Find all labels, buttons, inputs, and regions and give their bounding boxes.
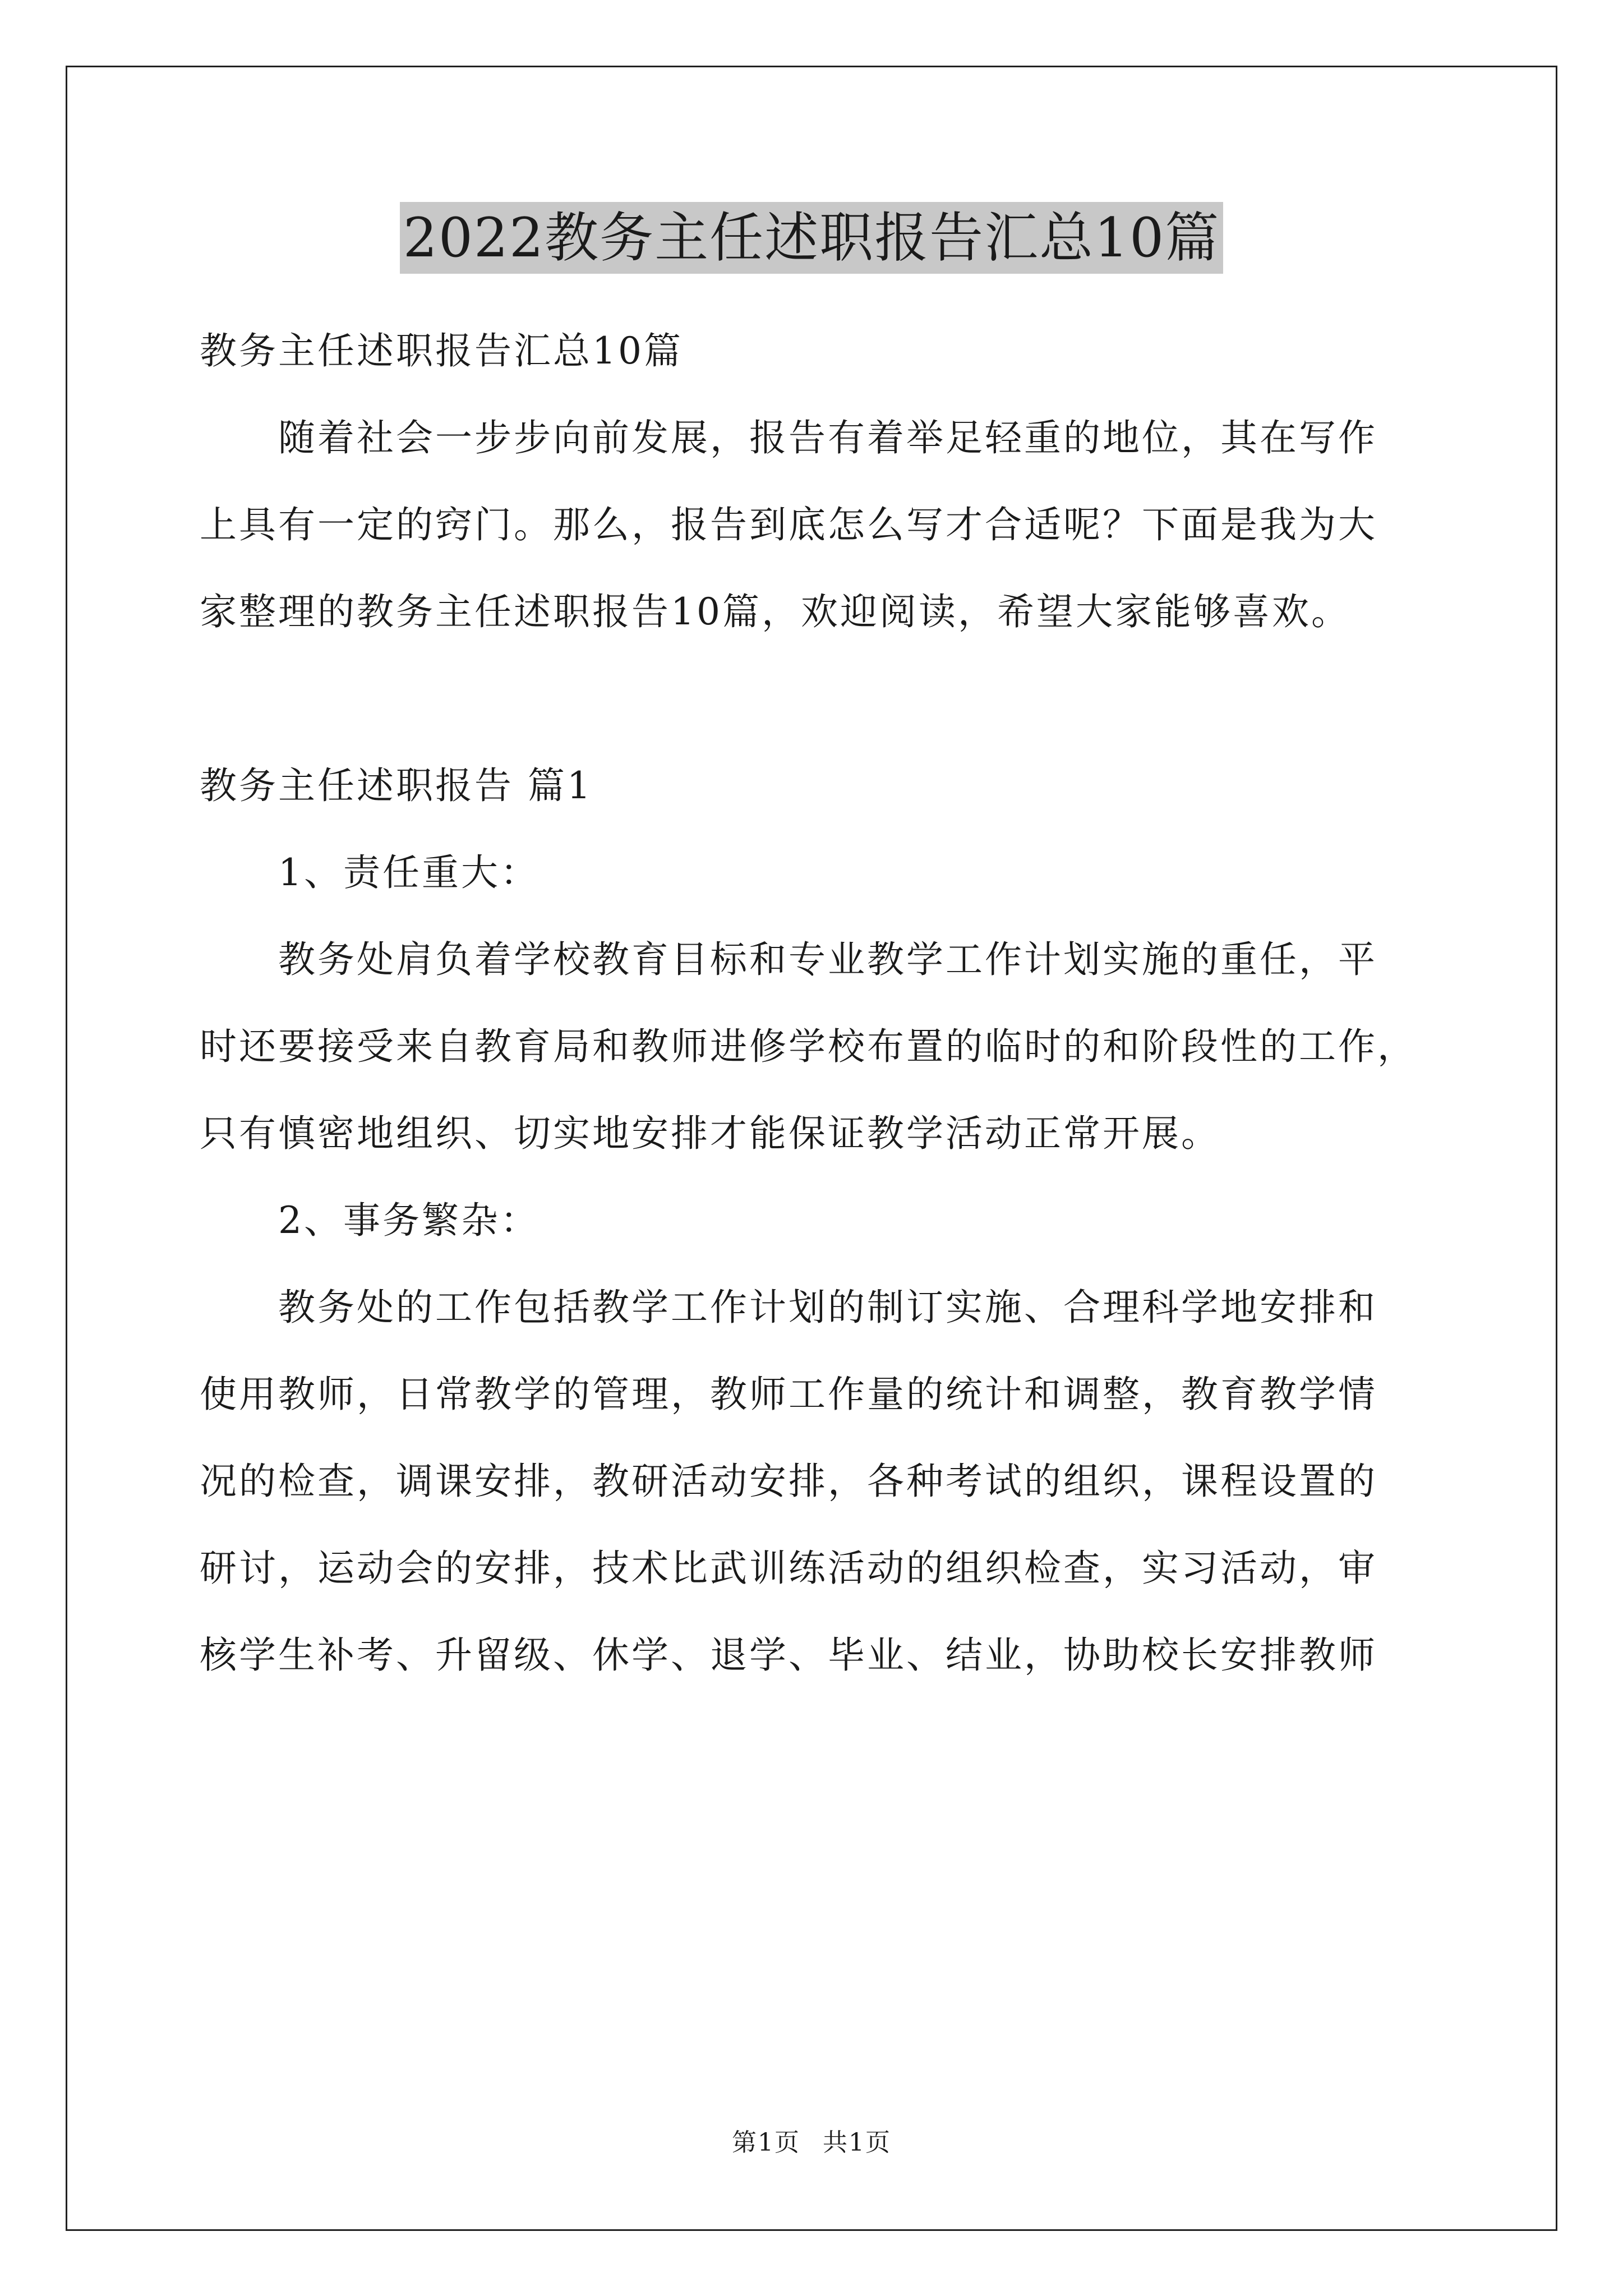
intro-line-2: 上具有一定的窍门。那么，报告到底怎么写才合适呢？下面是我为大 [200, 503, 1377, 546]
point-heading-2: 2、事务繁杂： [278, 1199, 540, 1242]
page-total: 共1页 [823, 2128, 891, 2157]
title-container [0, 202, 1623, 274]
point2-line-4: 研讨，运动会的安排，技术比武训练活动的组织检查，实习活动，审 [200, 1547, 1377, 1590]
document-title: 2022教务主任述职报告汇总10篇 [400, 202, 1223, 274]
section-heading: 教务主任述职报告 篇1 [200, 764, 593, 807]
page-footer [0, 2126, 1623, 2160]
subtitle-line: 教务主任述职报告汇总10篇 [200, 329, 683, 372]
point2-line-2: 使用教师，日常教学的管理，教师工作量的统计和调整，教育教学情 [200, 1373, 1377, 1416]
point1-line-2: 时还要接受来自教育局和教师进修学校布置的临时的和阶段性的工作， [200, 1025, 1417, 1068]
blank-line [200, 655, 1478, 742]
point2-line-5: 核学生补考、升留级、休学、退学、毕业、结业，协助校长安排教师 [200, 1634, 1377, 1677]
page-number: 第1页 [732, 2128, 800, 2157]
point1-line-3: 只有慎密地组织、切实地安排才能保证教学活动正常开展。 [200, 1112, 1220, 1155]
intro-line-1: 随着社会一步步向前发展，报告有着举足轻重的地位，其在写作 [278, 416, 1377, 459]
point2-line-1: 教务处的工作包括教学工作计划的制订实施、合理科学地安排和 [278, 1286, 1377, 1329]
document-body [200, 307, 1478, 1699]
point1-line-1: 教务处肩负着学校教育目标和专业教学工作计划实施的重任，平 [278, 938, 1377, 981]
intro-line-3: 家整理的教务主任述职报告10篇，欢迎阅读，希望大家能够喜欢。 [200, 590, 1350, 633]
point2-line-3: 况的检查，调课安排，教研活动安排，各种考试的组织，课程设置的 [200, 1460, 1377, 1503]
point-heading-1: 1、责任重大： [278, 851, 540, 894]
